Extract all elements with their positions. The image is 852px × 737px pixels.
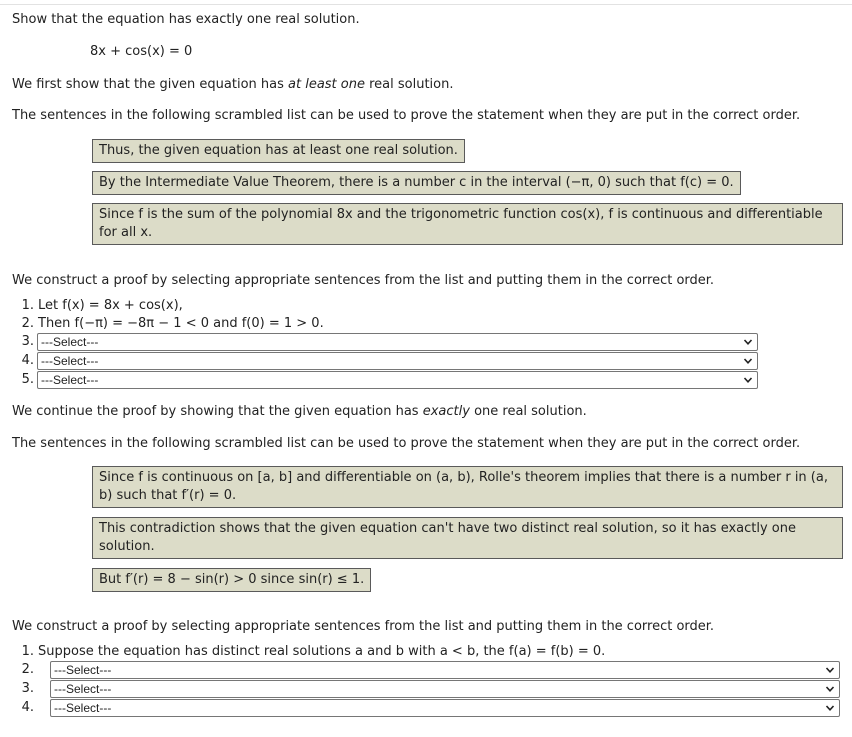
part1-intro-post: real solution.: [364, 77, 454, 92]
part1-intro: [12, 76, 454, 94]
part2-construct: We construct a proof by selecting appropriate sentences from the list and putting them in the correct order.: [12, 619, 715, 634]
problem-prompt: Show that the equation has exactly one real solution.: [12, 12, 360, 27]
part1-select-step-3[interactable]: [37, 333, 758, 351]
part2-select-step-2[interactable]: [50, 661, 840, 679]
part2-sentence-1: Since f is continuous on [a, b] and differentiable on (a, b), Rolle's theorem implies that there is a number r in (a, b) such that f′(r) = 0.: [92, 466, 843, 508]
part1-step-num: 1.: [21, 298, 34, 313]
part1-select-num: 4.: [21, 353, 34, 368]
part2-intro: [12, 403, 587, 421]
top-divider: [0, 4, 852, 5]
part1-intro-emphasis: at least one: [288, 77, 365, 92]
part2-intro-post: one real solution.: [469, 404, 587, 419]
part2-select-num: 2.: [21, 662, 34, 677]
equation: 8x + cos(x) = 0: [90, 44, 193, 59]
part1-select-step-5[interactable]: [37, 371, 758, 389]
chevron-down-icon: [825, 684, 835, 694]
part2-sentence-2: This contradiction shows that the given equation can't have two distinct real solution, so it has exactly one solution.: [92, 517, 843, 559]
part1-sentence-1: Thus, the given equation has at least one real solution.: [92, 139, 465, 163]
chevron-down-icon: [743, 356, 753, 366]
part2-select-num: 3.: [21, 681, 34, 696]
part1-step-num: 2.: [21, 316, 34, 331]
part2-step-num: 1.: [21, 644, 34, 659]
part2-scrambled-intro: The sentences in the following scrambled list can be used to prove the statement when they are put in the correct order.: [12, 436, 801, 451]
part2-sentence-3: But f′(r) = 8 − sin(r) > 0 since sin(r) ≤ 1.: [92, 568, 371, 592]
part2-intro-emphasis: exactly: [422, 404, 470, 419]
part1-sentence-3: Since f is the sum of the polynomial 8x and the trigonometric function cos(x), f is continuous and differentiable for all x.: [92, 203, 843, 245]
select-value: ---Select---: [54, 663, 112, 677]
part2-step-text: Suppose the equation has distinct real solutions a and b with a < b, the f(a) = f(b) = 0.: [38, 644, 606, 659]
select-value: ---Select---: [41, 354, 99, 368]
part2-select-num: 4.: [21, 700, 34, 715]
part1-scrambled-intro: The sentences in the following scrambled list can be used to prove the statement when they are put in the correct order.: [12, 108, 801, 123]
part1-select-num: 3.: [21, 334, 34, 349]
part2-select-step-4[interactable]: [50, 699, 840, 717]
select-value: ---Select---: [54, 701, 112, 715]
part2-intro-pre: We continue the proof by showing that the given equation has: [12, 404, 423, 419]
chevron-down-icon: [743, 337, 753, 347]
part1-construct: We construct a proof by selecting appropriate sentences from the list and putting them in the correct order.: [12, 273, 715, 288]
chevron-down-icon: [825, 665, 835, 675]
part1-step-text: Let f(x) = 8x + cos(x),: [38, 298, 183, 313]
part2-select-step-3[interactable]: [50, 680, 840, 698]
select-value: ---Select---: [54, 682, 112, 696]
select-value: ---Select---: [41, 335, 99, 349]
part1-intro-pre: We first show that the given equation has: [12, 77, 289, 92]
select-value: ---Select---: [41, 373, 99, 387]
part1-step-text: Then f(−π) = −8π − 1 < 0 and f(0) = 1 > 0.: [38, 316, 324, 331]
part1-sentence-2: By the Intermediate Value Theorem, there is a number c in the interval (−π, 0) such that f(c) = 0.: [92, 171, 741, 195]
part1-select-step-4[interactable]: [37, 352, 758, 370]
part1-select-num: 5.: [21, 372, 34, 387]
chevron-down-icon: [743, 375, 753, 385]
chevron-down-icon: [825, 703, 835, 713]
